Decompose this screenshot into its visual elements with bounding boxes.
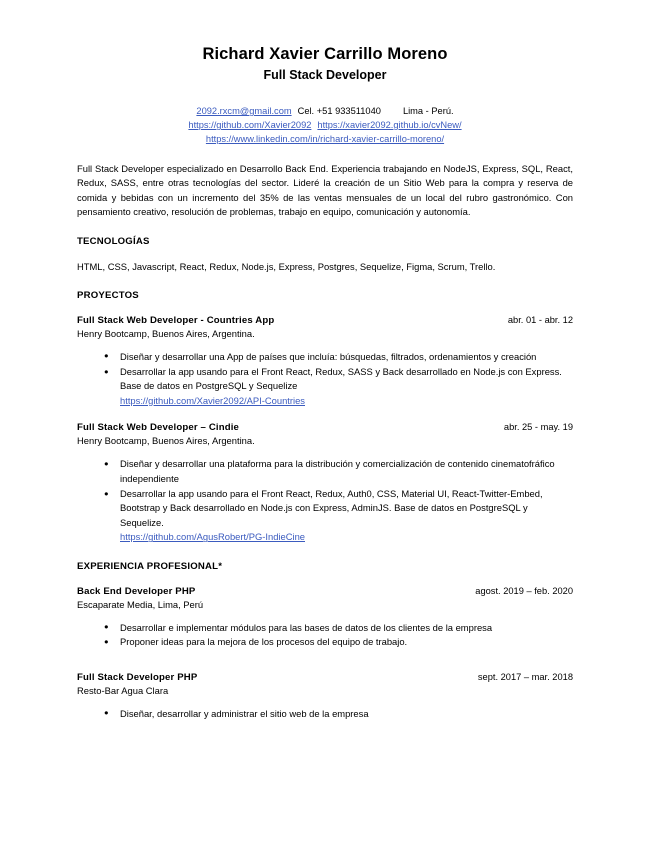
list-item: ● Proponer ideas para la mejora de los procesos del equipo de trabajo. <box>77 635 573 649</box>
contact-row-linkedin <box>77 132 573 146</box>
job-bullets <box>77 621 573 650</box>
project-organization: Henry Bootcamp, Buenos Aires, Argentina. <box>77 327 255 339</box>
experience-entry <box>77 672 573 721</box>
phone-text: Cel. +51 933511040 <box>297 106 381 116</box>
project-organization: Henry Bootcamp, Buenos Aires, Argentina. <box>77 435 255 447</box>
list-item: ● Desarrollar e implementar módulos para las bases de datos de los clientes de la empresa <box>77 621 573 635</box>
project-title: Full Stack Web Developer – Cindie <box>77 422 240 434</box>
list-item-text: Desarrollar la app usando para el Front React, Redux, SASS y Back desarrollado en Node.js con Express. Base de datos en PostgreSQL y Sequelize <box>120 366 562 392</box>
list-item <box>77 365 573 408</box>
list-item: ● Diseñar y desarrollar una App de países que incluía: búsquedas, filtrados, ordenamientos y creación <box>77 350 573 364</box>
list-item <box>77 487 573 545</box>
list-item-text: Desarrollar la app usando para el Front React, Redux, Auth0, CSS, Material UI, React-Twitter-Embed, Bootstrap y Back desarrollado en Node.js con Express, AdminJS. Base de datos en PostgreSQL y Sequelize. <box>120 488 543 528</box>
project-date: abr. 25 - may. 19 <box>503 422 573 433</box>
job-title: Back End Developer PHP <box>77 585 196 597</box>
project-date: abr. 01 - abr. 12 <box>507 314 573 325</box>
entry-header <box>77 586 573 597</box>
email-link[interactable]: 2092.rxcm@gmail.com <box>196 106 292 116</box>
professional-summary: Full Stack Developer especializado en Desarrollo Back End. Experiencia trabajando en NodeJS, Express, SQL, React, Redux, SASS, entre otras tecnologías del sector. Lideré la creación de un Sitio Web para la compra y reserva de comida y bebidas con un incremento del 35% de las ventas mensuales de un local del rubro gastronómico. Con pensamiento creativo, resolución de problemas, trabajo en equipo, comunicación y autonomía. <box>77 163 573 218</box>
contact-row-links <box>77 118 573 132</box>
project-repo-link[interactable]: https://github.com/Xavier2092/API-Countries <box>120 394 305 406</box>
resume-header <box>77 0 573 146</box>
candidate-role: Full Stack Developer <box>263 68 387 82</box>
project-title: Full Stack Web Developer - Countries App <box>77 314 275 326</box>
project-bullets <box>77 350 573 409</box>
technologies-list: HTML, CSS, Javascript, React, Redux, Node.js, Express, Postgres, Sequelize, Figma, Scrum, Trello. <box>77 260 496 272</box>
job-company: Escaparate Media, Lima, Perú <box>77 598 204 610</box>
location-text: Lima - Perú. <box>402 106 454 116</box>
job-title: Full Stack Developer PHP <box>77 671 198 683</box>
project-repo-link[interactable]: https://github.com/AgusRobert/PG-IndieCine <box>120 531 305 543</box>
linkedin-link[interactable]: https://www.linkedin.com/in/richard-xavier-carrillo-moreno/ <box>205 134 445 144</box>
project-entry <box>77 315 573 409</box>
job-company: Resto-Bar Agua Clara <box>77 684 169 696</box>
project-entry <box>77 422 573 544</box>
section-title-tecnologias: TECNOLOGÍAS <box>77 235 150 247</box>
section-title-proyectos: PROYECTOS <box>77 289 139 301</box>
contact-row-primary <box>77 104 573 118</box>
section-title-experiencia: EXPERIENCIA PROFESIONAL* <box>77 560 223 572</box>
experience-entry <box>77 586 573 650</box>
job-bullets <box>77 707 573 721</box>
project-bullets <box>77 457 573 544</box>
candidate-name: Richard Xavier Carrillo Moreno <box>202 45 448 63</box>
job-date: sept. 2017 – mar. 2018 <box>477 671 573 682</box>
entry-header <box>77 315 573 326</box>
list-item: ● Diseñar, desarrollar y administrar el sitio web de la empresa <box>77 707 573 721</box>
list-item: ● Diseñar y desarrollar una plataforma para la distribución y comercialización de contenido cinematofráfico independiente <box>77 457 573 486</box>
github-link[interactable]: https://github.com/Xavier2092 <box>188 120 312 130</box>
contact-block <box>77 104 573 146</box>
entry-header <box>77 672 573 683</box>
entry-header <box>77 422 573 433</box>
job-date: agost. 2019 – feb. 2020 <box>475 585 573 596</box>
portfolio-link[interactable]: https://xavier2092.github.io/cvNew/ <box>317 120 462 130</box>
